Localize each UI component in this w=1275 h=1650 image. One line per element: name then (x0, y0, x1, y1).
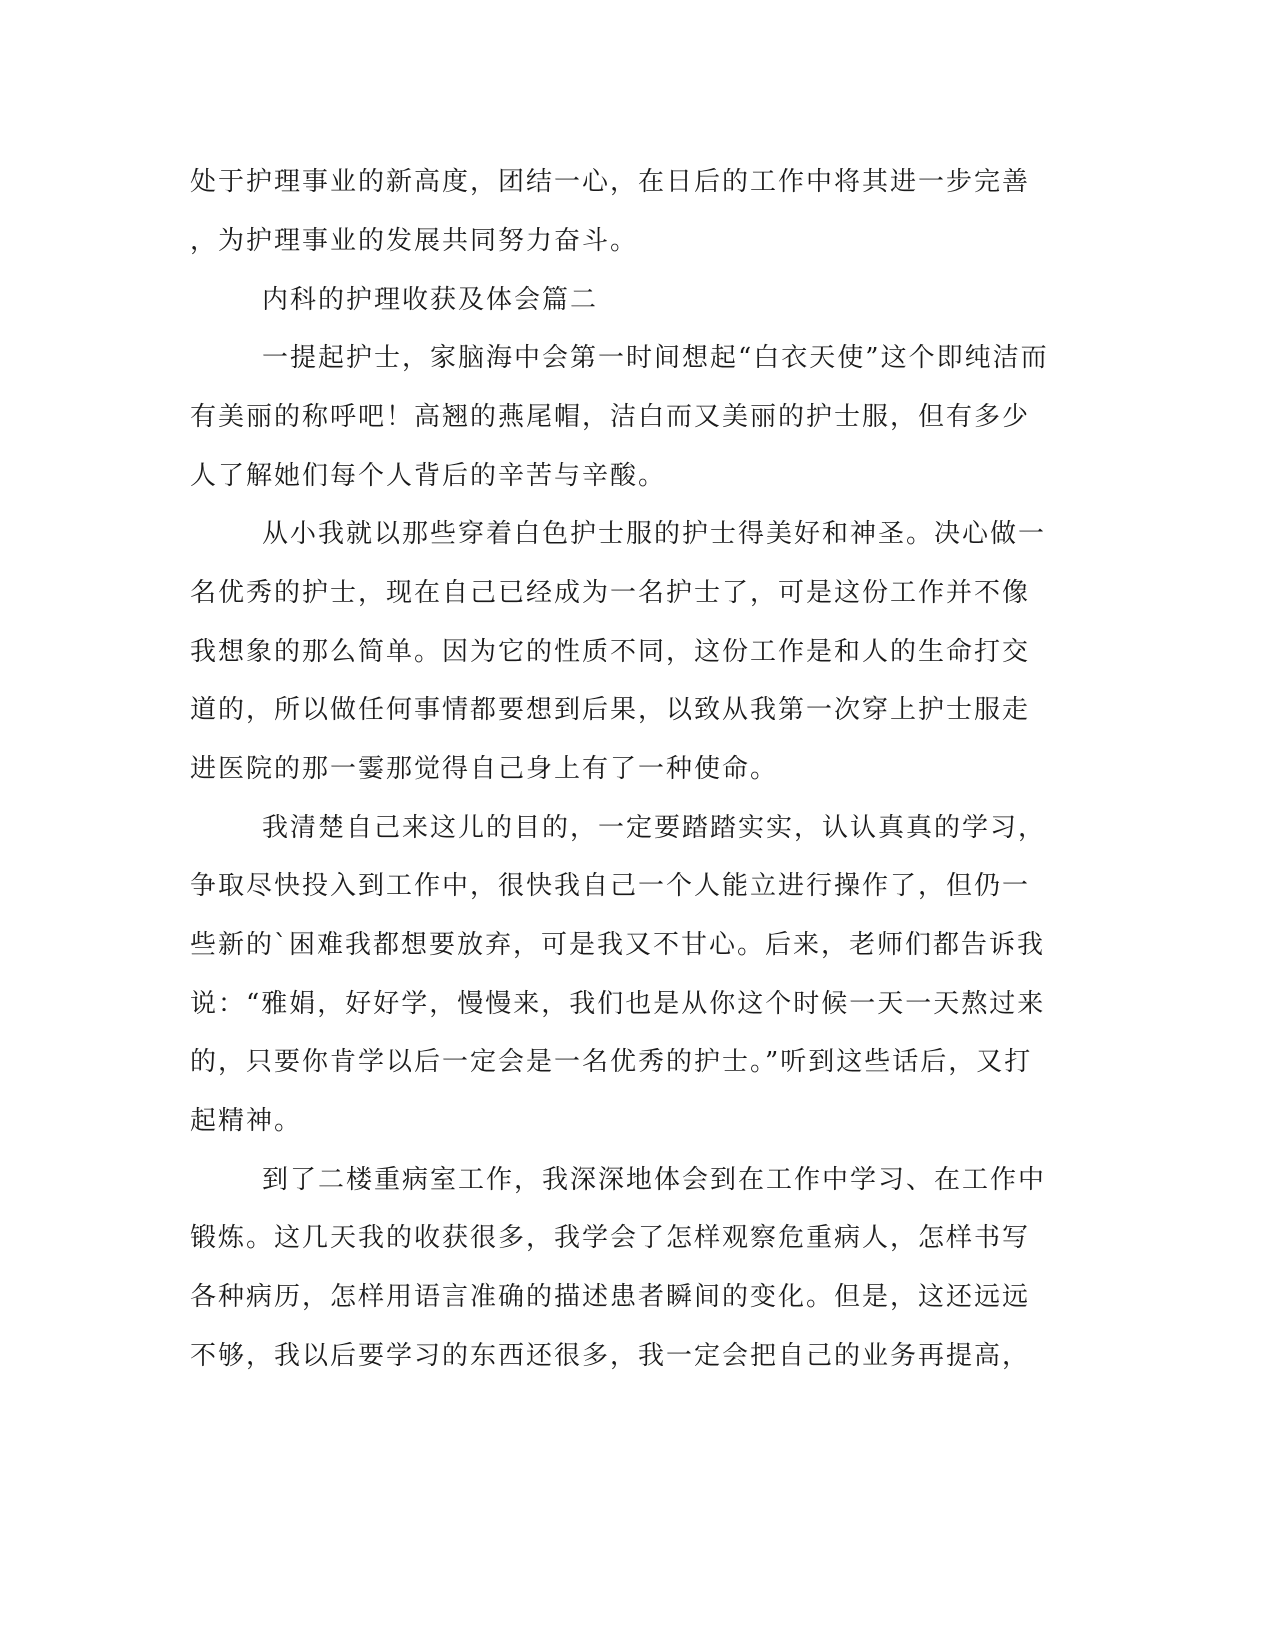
text-line: 名优秀的护士，现在自己已经成为一名护士了，可是这份工作并不像 (190, 578, 1031, 608)
paragraph-first-line: 从小我就以那些穿着白色护士服的护士得美好和神圣。决心做一 (262, 519, 1047, 549)
text-line: 说：“雅娟，好好学，慢慢来，我们也是从你这个时候一天一天熬过来 (190, 989, 1046, 1019)
text-line: 有美丽的称呼吧！高翘的燕尾帽，洁白而又美丽的护士服，但有多少 (190, 402, 1031, 432)
section-heading: 内科的护理收获及体会篇二 (262, 285, 599, 315)
text-line: 道的，所以做任何事情都要想到后果，以致从我第一次穿上护士服走 (190, 695, 1031, 725)
text-line: 锻炼。这几天我的收获很多，我学会了怎样观察危重病人，怎样书写 (190, 1223, 1031, 1253)
text-line: ，为护理事业的发展共同努力奋斗。 (190, 226, 639, 256)
text-line: 我想象的那么简单。因为它的性质不同，这份工作是和人的生命打交 (190, 637, 1031, 667)
text-line: 处于护理事业的新高度，团结一心，在日后的工作中将其进一步完善 (190, 167, 1031, 197)
text-line: 进医院的那一霎那觉得自己身上有了一种使命。 (190, 754, 779, 784)
paragraph-first-line: 到了二楼重病室工作，我深深地体会到在工作中学习、在工作中 (262, 1165, 1047, 1195)
text-line: 各种病历，怎样用语言准确的描述患者瞬间的变化。但是，这还远远 (190, 1282, 1031, 1312)
paragraph-first-line: 我清楚自己来这儿的目的，一定要踏踏实实，认认真真的学习， (262, 813, 1047, 843)
text-line: 不够，我以后要学习的东西还很多，我一定会把自己的业务再提高， (190, 1341, 1031, 1371)
text-line: 人了解她们每个人背后的辛苦与辛酸。 (190, 461, 667, 491)
text-line: 的，只要你肯学以后一定会是一名优秀的护士。”听到这些话后，又打 (190, 1047, 1033, 1077)
text-line: 争取尽快投入到工作中，很快我自己一个人能立进行操作了，但仍一 (190, 871, 1031, 901)
paragraph-first-line: 一提起护士，家脑海中会第一时间想起“白衣天使”这个即纯洁而 (262, 343, 1049, 373)
text-line: 起精神。 (190, 1106, 303, 1136)
text-line: 些新的`困难我都想要放弃，可是我又不甘心。后来，老师们都告诉我 (190, 930, 1046, 960)
